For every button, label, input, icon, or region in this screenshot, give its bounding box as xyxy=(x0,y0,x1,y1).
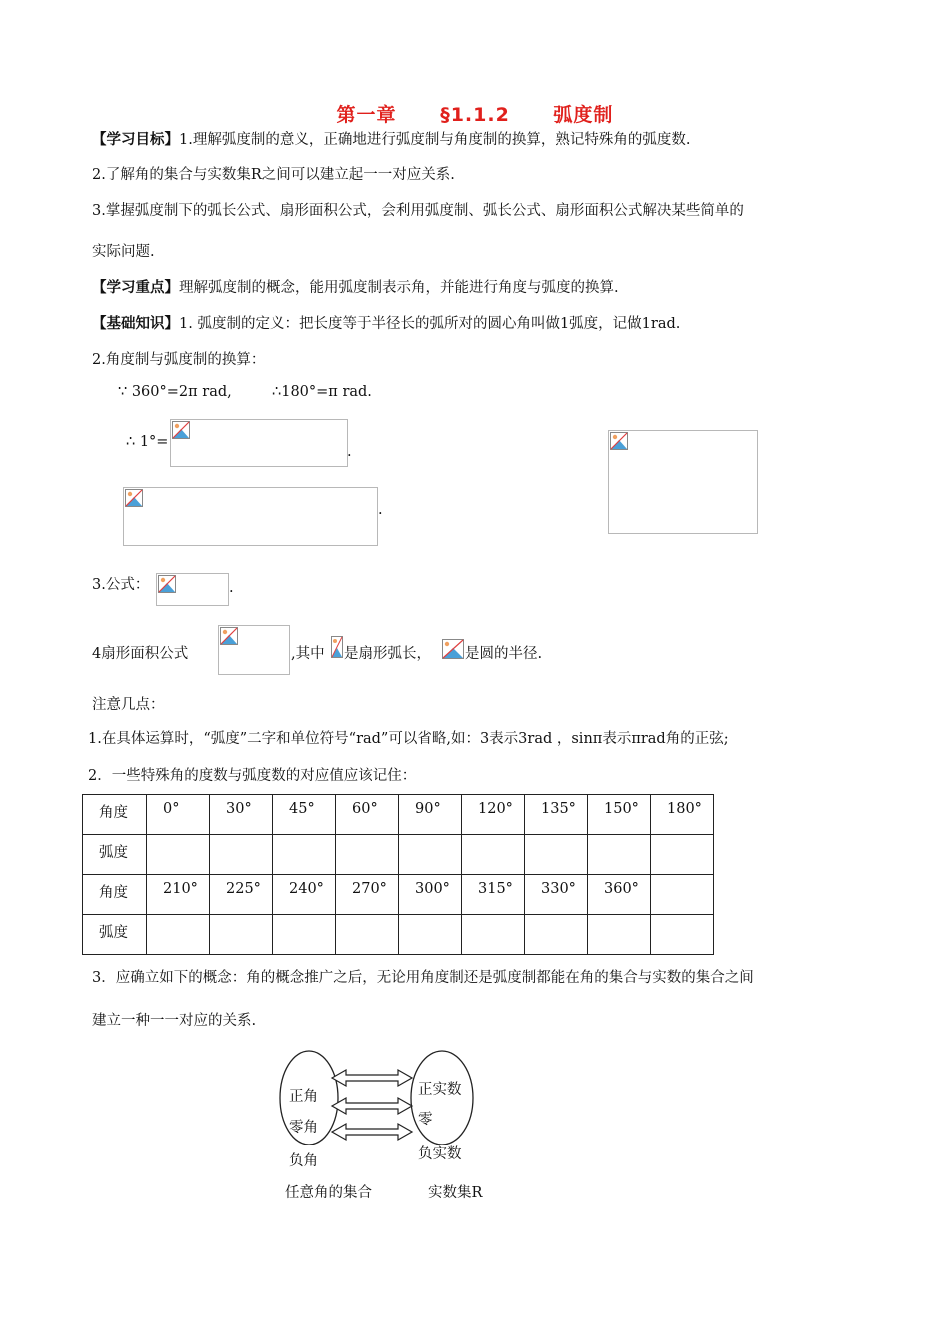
sector-mid: ,其中 xyxy=(291,646,325,662)
caption-angle-set: 任意角的集合 xyxy=(285,1185,372,1201)
therefore-line: ∴180°=π rad. xyxy=(272,384,372,400)
table-cell: 225° xyxy=(210,875,273,915)
goals-line-2: 2.了解角的集合与实数集R之间可以建立起一一对应关系. xyxy=(92,167,455,183)
section-label: §1.1.2 xyxy=(440,104,510,126)
one-degree-label: ∴ 1°= xyxy=(126,434,169,450)
period: . xyxy=(378,502,383,518)
table-cell: 30° xyxy=(210,795,273,835)
broken-image-icon xyxy=(331,636,343,658)
period: . xyxy=(229,580,234,596)
table-cell: 0° xyxy=(147,795,210,835)
table-cell: 360° xyxy=(588,875,651,915)
formula-image-arc xyxy=(156,573,229,606)
arrow-positive xyxy=(332,1070,412,1086)
table-cell[interactable] xyxy=(588,835,651,875)
table-cell[interactable] xyxy=(210,915,273,955)
sector-formula-image xyxy=(218,625,290,675)
table-cell[interactable] xyxy=(336,915,399,955)
table-cell: 315° xyxy=(462,875,525,915)
table-cell: 角度 xyxy=(83,875,147,915)
table-cell: 270° xyxy=(336,875,399,915)
table-cell[interactable] xyxy=(399,835,462,875)
chapter-label: 第一章 xyxy=(336,104,397,126)
label-positive-real: 正实数 xyxy=(418,1082,462,1098)
table-cell: 210° xyxy=(147,875,210,915)
table-cell: 弧度 xyxy=(83,915,147,955)
sector-radius-text: 是圆的半径. xyxy=(465,646,543,662)
notes-heading: 注意几点： xyxy=(92,697,165,713)
period: . xyxy=(347,444,352,460)
sector-label: 4扇形面积公式 xyxy=(92,646,189,662)
broken-image-icon xyxy=(610,432,628,450)
table-cell[interactable] xyxy=(147,835,210,875)
goals-text-1: 1.理解弧度制的意义，正确地进行弧度制与角度制的换算，熟记特殊角的弧度数. xyxy=(179,132,691,148)
figure-image xyxy=(608,430,758,534)
broken-image-icon xyxy=(158,575,176,593)
table-cell[interactable] xyxy=(525,915,588,955)
formula-label: 3.公式： xyxy=(92,577,150,593)
goals-line-3b: 实际问题. xyxy=(92,244,155,260)
table-cell: 90° xyxy=(399,795,462,835)
goals-line-1 xyxy=(92,128,690,149)
table-cell: 135° xyxy=(525,795,588,835)
table-cell: 120° xyxy=(462,795,525,835)
goals-label: 【学习目标】 xyxy=(92,132,179,148)
table-cell[interactable] xyxy=(273,915,336,955)
arrow-zero xyxy=(332,1098,412,1114)
table-cell: 150° xyxy=(588,795,651,835)
table-cell[interactable] xyxy=(147,915,210,955)
formula-image-1rad xyxy=(123,487,378,546)
topic-label: 弧度制 xyxy=(553,104,614,126)
basics-line xyxy=(92,312,680,333)
table-cell: 180° xyxy=(651,795,714,835)
table-cell xyxy=(651,875,714,915)
table-row xyxy=(83,795,714,835)
note-3b: 建立一种一一对应的关系. xyxy=(92,1013,257,1029)
table-cell: 240° xyxy=(273,875,336,915)
keypoint-line xyxy=(92,276,619,297)
table-cell: 弧度 xyxy=(83,835,147,875)
table-cell: 330° xyxy=(525,875,588,915)
table-cell[interactable] xyxy=(525,835,588,875)
keypoint-label: 【学习重点】 xyxy=(92,280,179,296)
arrow-negative xyxy=(332,1124,412,1140)
caption-real-set: 实数集R xyxy=(428,1185,483,1201)
note-3a: 3．应确立如下的概念：角的概念推广之后，无论用角度制还是弧度制都能在角的集合与实数的集合之间 xyxy=(92,970,754,986)
table-cell: 45° xyxy=(273,795,336,835)
label-negative-angle: 负角 xyxy=(289,1153,318,1169)
table-cell[interactable] xyxy=(399,915,462,955)
angle-table xyxy=(82,794,714,955)
table-cell[interactable] xyxy=(210,835,273,875)
note-1: 1.在具体运算时，“弧度”二字和单位符号“rad”可以省略,如：3表示3rad ，sinπ表示πrad角的正弦; xyxy=(88,731,729,747)
table-cell: 角度 xyxy=(83,795,147,835)
conversion-heading: 2.角度制与弧度制的换算： xyxy=(92,352,266,368)
table-row xyxy=(83,875,714,915)
table-row xyxy=(83,915,714,955)
keypoint-text: 理解弧度制的概念，能用弧度制表示角，并能进行角度与弧度的换算. xyxy=(179,280,619,296)
table-cell[interactable] xyxy=(651,835,714,875)
goals-line-3: 3.掌握弧度制下的弧长公式、扇形面积公式，会利用弧度制、弧长公式、扇形面积公式解决某些简单的 xyxy=(92,203,744,219)
broken-image-icon xyxy=(172,421,190,439)
table-cell[interactable] xyxy=(462,915,525,955)
label-zero-angle: 零角 xyxy=(289,1120,318,1136)
formula-image-1deg xyxy=(170,419,348,467)
label-positive-angle: 正角 xyxy=(289,1089,318,1105)
label-zero-real: 零 xyxy=(418,1112,433,1128)
table-cell[interactable] xyxy=(588,915,651,955)
page-title xyxy=(0,100,950,127)
broken-image-icon xyxy=(220,627,238,645)
broken-image-icon xyxy=(442,639,464,659)
basics-text: 1. 弧度制的定义：把长度等于半径长的弧所对的圆心角叫做1弧度，记做1rad. xyxy=(179,316,681,332)
table-row xyxy=(83,835,714,875)
table-cell[interactable] xyxy=(273,835,336,875)
label-negative-real: 负实数 xyxy=(418,1146,462,1162)
table-cell[interactable] xyxy=(651,915,714,955)
table-cell: 300° xyxy=(399,875,462,915)
table-cell: 60° xyxy=(336,795,399,835)
note-2: 2．一些特殊角的度数与弧度数的对应值应该记住： xyxy=(88,768,417,784)
broken-image-icon xyxy=(125,489,143,507)
sector-arc-text: 是扇形弧长， xyxy=(344,646,431,662)
basics-label: 【基础知识】 xyxy=(92,316,179,332)
because-line: ∵ 360°=2π rad, xyxy=(118,384,232,400)
table-cell[interactable] xyxy=(462,835,525,875)
table-cell[interactable] xyxy=(336,835,399,875)
